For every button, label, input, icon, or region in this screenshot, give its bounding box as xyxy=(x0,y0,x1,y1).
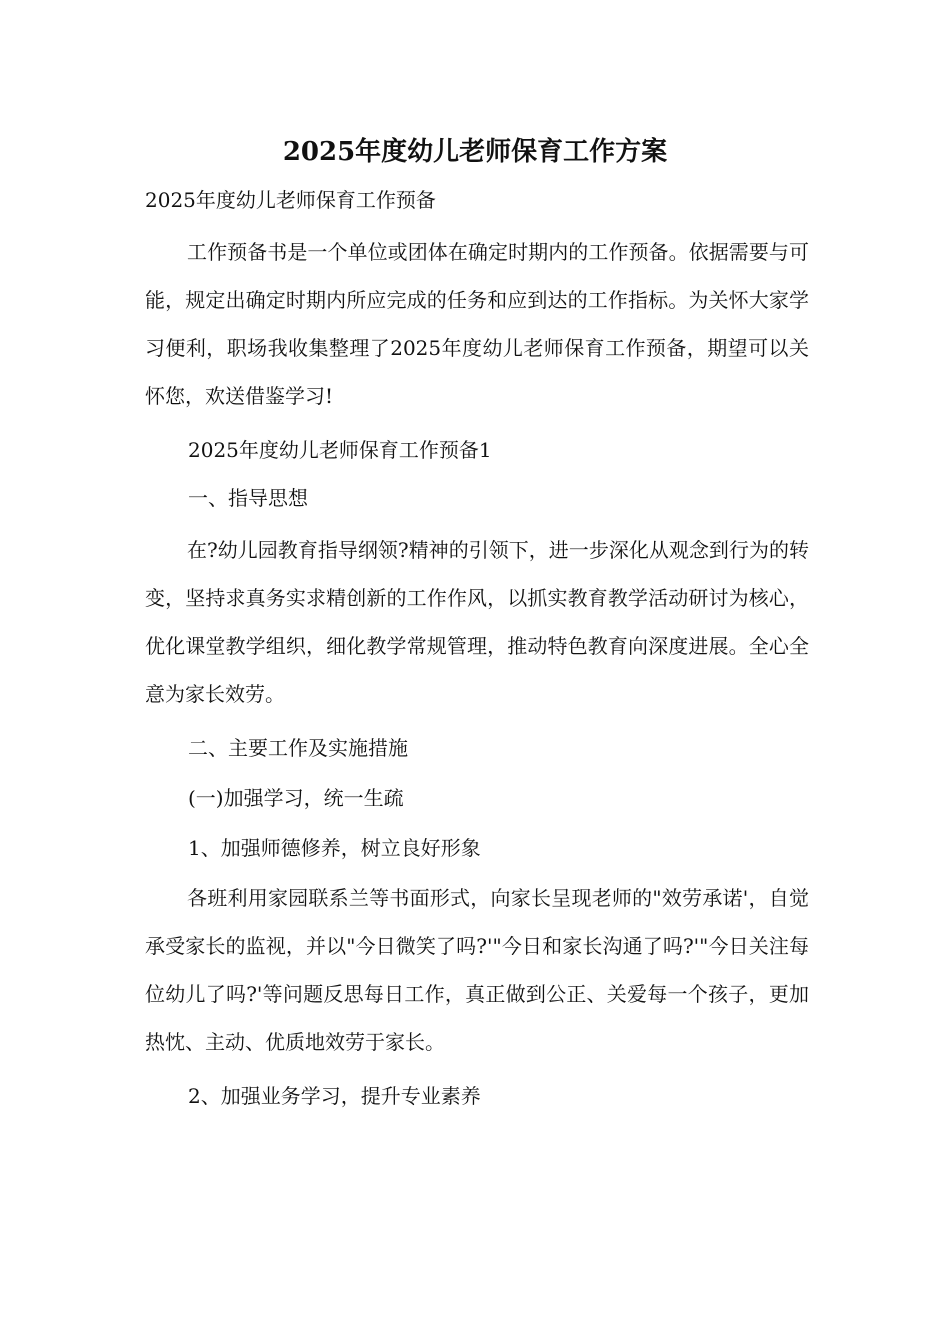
item-teacher-ethics: 1、加强师德修养，树立良好形象 xyxy=(188,836,481,860)
item-professional-study: 2、加强业务学习，提升专业素养 xyxy=(188,1084,481,1108)
guiding-ideology-paragraph: 在?幼儿园教育指导纲领?精神的引领下，进一步深化从观念到行为的转变，坚持求真务实求精创新的工作作风，以抓实教育教学活动研讨为核心，优化课堂教学组织，细化教学常规管理，推动特色教育向深度进展。全心全意为家长效劳。 xyxy=(145,538,809,706)
heading-guiding-ideology: 一、指导思想 xyxy=(188,486,308,510)
document-title: 2025年度幼儿老师保育工作方案 xyxy=(282,137,668,167)
document-subtitle: 2025年度幼儿老师保育工作预备 xyxy=(145,188,436,212)
intro-paragraph: 工作预备书是一个单位或团体在确定时期内的工作预备。依据需要与可能，规定出确定时期内所应完成的任务和应到达的工作指标。为关怀大家学习便利，职场我收集整理了2025年度幼儿老师保育工作预备，期望可以关怀您，欢送借鉴学习! xyxy=(145,240,809,408)
service-commitment-paragraph: 各班利用家园联系兰等书面形式，向家长呈现老师的"效劳承诺'，自觉承受家长的监视，并以"今日微笑了吗?'"今日和家长沟通了吗?'"今日关注每位幼儿了吗?'等问题反思每日工作，真正做到公正、关爱每一个孩子，更加热忱、主动、优质地效劳于家长。 xyxy=(145,886,809,1054)
section-title: 2025年度幼儿老师保育工作预备1 xyxy=(188,438,492,462)
subheading-strengthen-learning: (一)加强学习，统一生疏 xyxy=(188,786,404,810)
heading-main-work: 二、主要工作及实施措施 xyxy=(188,736,408,760)
